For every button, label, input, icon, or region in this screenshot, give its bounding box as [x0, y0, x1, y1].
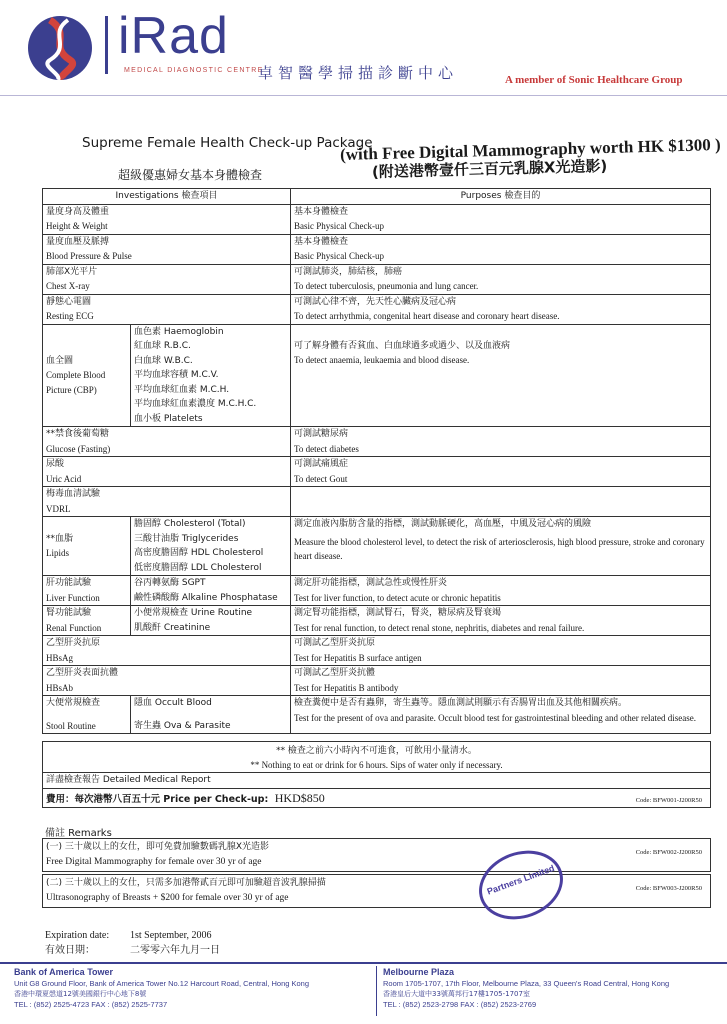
purpose-zh: 可測試肺炎，肺結核，肺癌	[294, 266, 403, 277]
inv-zh: 血全圖	[46, 355, 74, 366]
cbp-item: 血色素 Haemoglobin	[134, 326, 224, 337]
price-row	[42, 788, 711, 808]
purpose-en: Test for renal function, to detect renal stone, nephritis, diabetes and renal failure.	[294, 622, 585, 633]
inv-zh: 乙型肝炎表面抗體	[46, 668, 119, 678]
location-name: Bank of America Tower	[14, 967, 114, 977]
free-offer-title-zh: (附送港幣壹仟三百元乳腺X光造影)	[371, 156, 608, 182]
remark-zh: (二) 三十歲以上的女仕，只需多加港幣貳百元即可加驗超音波乳腺掃描	[46, 878, 326, 888]
inv-zh: 肺部X光平片	[46, 266, 98, 277]
purpose-en: To detect diabetes	[294, 443, 359, 454]
inv-en: VDRL	[46, 503, 71, 514]
inv-zh: 肝功能試驗	[46, 578, 92, 588]
price-code: Code: BFW001-J200R50	[635, 797, 702, 804]
table-row-lipids	[43, 517, 711, 576]
cbp-item: 平均血球紅血素 M.C.H.	[134, 384, 230, 395]
header-divider	[0, 95, 727, 96]
cbp-item: 平均血球容積 M.C.V.	[134, 370, 219, 380]
inv-zh: **血脂	[46, 533, 74, 544]
inv-en: Height & Weight	[46, 221, 108, 231]
purpose-en: To detect arrhythmia, congenital heart disease and coronary heart disease.	[294, 311, 560, 321]
purpose-zh: 基本身體檢查	[294, 206, 349, 217]
inv-en: Lipids	[46, 548, 70, 558]
table-row	[43, 264, 711, 294]
footer-divider	[0, 962, 727, 964]
renal-item: 肌酸酐 Creatinine	[134, 622, 211, 633]
group-membership: A member of Sonic Healthcare Group	[505, 74, 683, 86]
purpose-zh: 可測試心律不齊，先天性心臟病及冠心病	[294, 296, 457, 307]
location-address-zh: 香港中環夏愨道12號美國銀行中心地下8號	[14, 990, 147, 998]
purpose-en: To detect anaemia, leukaemia and blood disease.	[294, 355, 470, 365]
expiry-block	[45, 928, 220, 958]
table-row	[43, 234, 711, 264]
remark-code: Code: BFW003-J200R50	[635, 885, 702, 892]
detailed-report: 詳盡檢查報告 Detailed Medical Report	[42, 772, 711, 789]
lipid-item: 高密度膽固醇 HDL Cholesterol	[134, 548, 264, 558]
price-value: HKD$850	[274, 791, 325, 805]
inv-en: Stool Routine	[46, 720, 96, 731]
cbp-item: 白血球 W.B.C.	[134, 355, 193, 366]
purpose-zh: 檢查糞便中是否有蟲卵，寄生蟲等。隱血測試則顯示有否腸胃出血及其他相關疾病。	[294, 698, 628, 708]
package-title-zh: 超級優惠婦女基本身體檢查	[118, 168, 263, 182]
location-phone: TEL : (852) 2525-4723 FAX : (852) 2525-7737	[14, 999, 168, 1009]
expiry-label: Expiration date:	[45, 930, 110, 941]
purpose-zh: 可測試糖尿病	[294, 429, 349, 439]
inv-zh: 量度血壓及脈搏	[46, 236, 110, 247]
inv-en: Liver Function	[46, 592, 100, 603]
cbp-item: 血小板 Platelets	[134, 413, 203, 424]
lipid-item: 低密度膽固醇 LDL Cholesterol	[134, 562, 262, 573]
free-offer-title: (with Free Digital Mammography worth HK $1300 )	[339, 135, 721, 164]
purpose-en: Test for the present of ova and parasite. Occult blood test for gastrointestinal bleeding and other related disease.	[294, 712, 696, 723]
location-address-zh: 香港皇后大道中33號萬邦行17樓1705-1707室	[383, 990, 530, 998]
fasting-notice	[42, 741, 711, 773]
purpose-en: Measure the blood cholesterol level, to detect the risk of arteriosclerosis, high blood pressure, stroke and coronary heart disease.	[294, 536, 705, 561]
price-label: 費用：每次港幣八百五十元 Price per Check-up:	[46, 794, 269, 805]
table-row	[43, 457, 711, 487]
remark-en: Free Digital Mammography for female over 30 yr of age	[46, 857, 262, 867]
purpose-zh: 可測試乙型肝炎抗原	[294, 638, 376, 648]
inv-zh: 尿酸	[46, 459, 65, 469]
table-row-cbp	[43, 324, 711, 427]
notice-en: ** Nothing to eat or drink for 6 hours. Sips of water only if necessary.	[250, 760, 503, 770]
purpose-zh: 測定腎功能指標，測試腎石，腎炎，糖尿病及腎衰竭	[294, 608, 502, 618]
inv-en: Chest X-ray	[46, 281, 90, 291]
col-purposes: Purposes 檢查目的	[291, 189, 711, 205]
lipid-item: 膽固醇 Cholesterol (Total)	[134, 519, 246, 529]
location-address: Room 1705-1707, 17th Floor, Melbourne Plaza, 33 Queen's Road Central, Hong Kong	[383, 978, 670, 988]
purpose-zh: 可測試痛風症	[294, 459, 349, 469]
inv-en: Glucose (Fasting)	[46, 443, 111, 454]
remark-code: Code: BFW002-J200R50	[635, 849, 702, 856]
expiry-date-zh: 二零零六年九月一日	[130, 945, 220, 956]
location-address: Unit G8 Ground Floor, Bank of America Tower No.12 Harcourt Road, Central, Hong Kong	[14, 978, 310, 988]
table-row-liver	[43, 576, 711, 606]
col-investigations: Investigations 檢查項目	[43, 189, 291, 205]
table-row	[43, 427, 711, 457]
brand-subtitle: MEDICAL DIAGNOSTIC CENTRE	[124, 67, 264, 74]
brand-name: iRad	[118, 7, 229, 65]
table-row-stool	[43, 696, 711, 734]
expiry-date: 1st September, 2006	[130, 930, 212, 941]
purpose-zh: 測定肝功能指標，測試急性或慢性肝炎	[294, 578, 448, 588]
liver-item: 鹼性磷酸酶 Alkaline Phosphatase	[134, 592, 278, 603]
footer-separator	[376, 966, 377, 1016]
table-header	[43, 189, 711, 205]
location-name: Melbourne Plaza	[383, 967, 455, 977]
expiry-label-zh: 有效日期：	[45, 945, 95, 956]
table-row	[43, 294, 711, 324]
purpose-en: Basic Physical Check-up	[294, 251, 384, 261]
purpose-en: To detect tuberculosis, pneumonia and lung cancer.	[294, 281, 479, 291]
inv-en: Uric Acid	[46, 473, 82, 484]
inv-zh: 乙型肝炎抗原	[46, 638, 101, 648]
stamp-text: Partners Limited	[485, 862, 556, 897]
footer-left	[14, 967, 364, 1010]
table-row-renal	[43, 606, 711, 636]
location-phone: TEL : (852) 2523-2798 FAX : (852) 2523-2769	[383, 999, 537, 1009]
purpose-zh: 基本身體檢查	[294, 236, 349, 247]
table-row	[43, 204, 711, 234]
notice-zh: ** 檢查之前六小時內不可進食，可飲用小量清水。	[276, 746, 477, 756]
purpose-zh: 可測試乙型肝炎抗體	[294, 668, 376, 678]
purpose-en: To detect Gout	[294, 473, 348, 484]
inv-en: Blood Pressure & Pulse	[46, 251, 132, 261]
inv-en: Renal Function	[46, 622, 102, 633]
inv-zh: 腎功能試驗	[46, 608, 92, 618]
table-row	[43, 487, 711, 517]
lipid-item: 三酸甘油脂 Triglycerides	[134, 533, 239, 544]
footer-right	[383, 967, 723, 1010]
remark-item	[42, 874, 711, 908]
cbp-item: 紅血球 R.B.C.	[134, 341, 191, 351]
purpose-zh: 可了解身體有否貧血、白血球過多或過少、以及血液病	[294, 340, 511, 351]
inv-en: Resting ECG	[46, 311, 94, 321]
purpose-en: Test for Hepatitis B surface antigen	[294, 652, 422, 663]
inv-zh: 梅毒血清試驗	[46, 489, 101, 499]
stool-item: 寄生蟲 Ova & Parasite	[134, 720, 231, 731]
renal-item: 小便常規檢查 Urine Routine	[134, 608, 253, 618]
brand-chinese-name: 卓智醫學掃描診斷中心	[258, 64, 459, 82]
inv-zh: 量度身高及體重	[46, 206, 110, 217]
remark-en: Ultrasonography of Breasts + $200 for female over 30 yr of age	[46, 893, 289, 903]
table-row	[43, 636, 711, 666]
inv-en: Complete Blood Picture (CBP)	[46, 370, 106, 395]
logo-divider	[105, 16, 108, 74]
stool-item: 隱血 Occult Blood	[134, 698, 212, 708]
purpose-en: Test for liver function, to detect acute or chronic hepatitis	[294, 592, 501, 603]
inv-en: HBsAb	[46, 682, 74, 693]
liver-item: 谷丙轉氨酶 SGPT	[134, 578, 206, 588]
purpose-zh: 測定血液內脂肪含量的指標，測試動脈硬化，高血壓，中風及冠心病的風險	[294, 519, 592, 529]
remarks-title: 備註 Remarks	[45, 828, 112, 839]
inv-zh: 靜態心電圖	[46, 296, 92, 307]
remark-item	[42, 838, 711, 872]
inv-zh: 大便常規檢查	[46, 698, 101, 708]
package-title: Supreme Female Health Check-up Package	[82, 135, 373, 151]
irad-logo-emblem	[28, 16, 92, 80]
inv-en: HBsAg	[46, 652, 74, 663]
investigations-table	[42, 188, 711, 734]
inv-zh: **禁食後葡萄糖	[46, 429, 110, 439]
cbp-item: 平均血球紅血素濃度 M.C.H.C.	[134, 399, 257, 409]
table-row	[43, 666, 711, 696]
purpose-en: Basic Physical Check-up	[294, 221, 384, 231]
purpose-en: Test for Hepatitis B antibody	[294, 682, 399, 693]
remark-zh: (一) 三十歲以上的女仕，即可免費加驗數碼乳腺X光造影	[46, 842, 270, 852]
